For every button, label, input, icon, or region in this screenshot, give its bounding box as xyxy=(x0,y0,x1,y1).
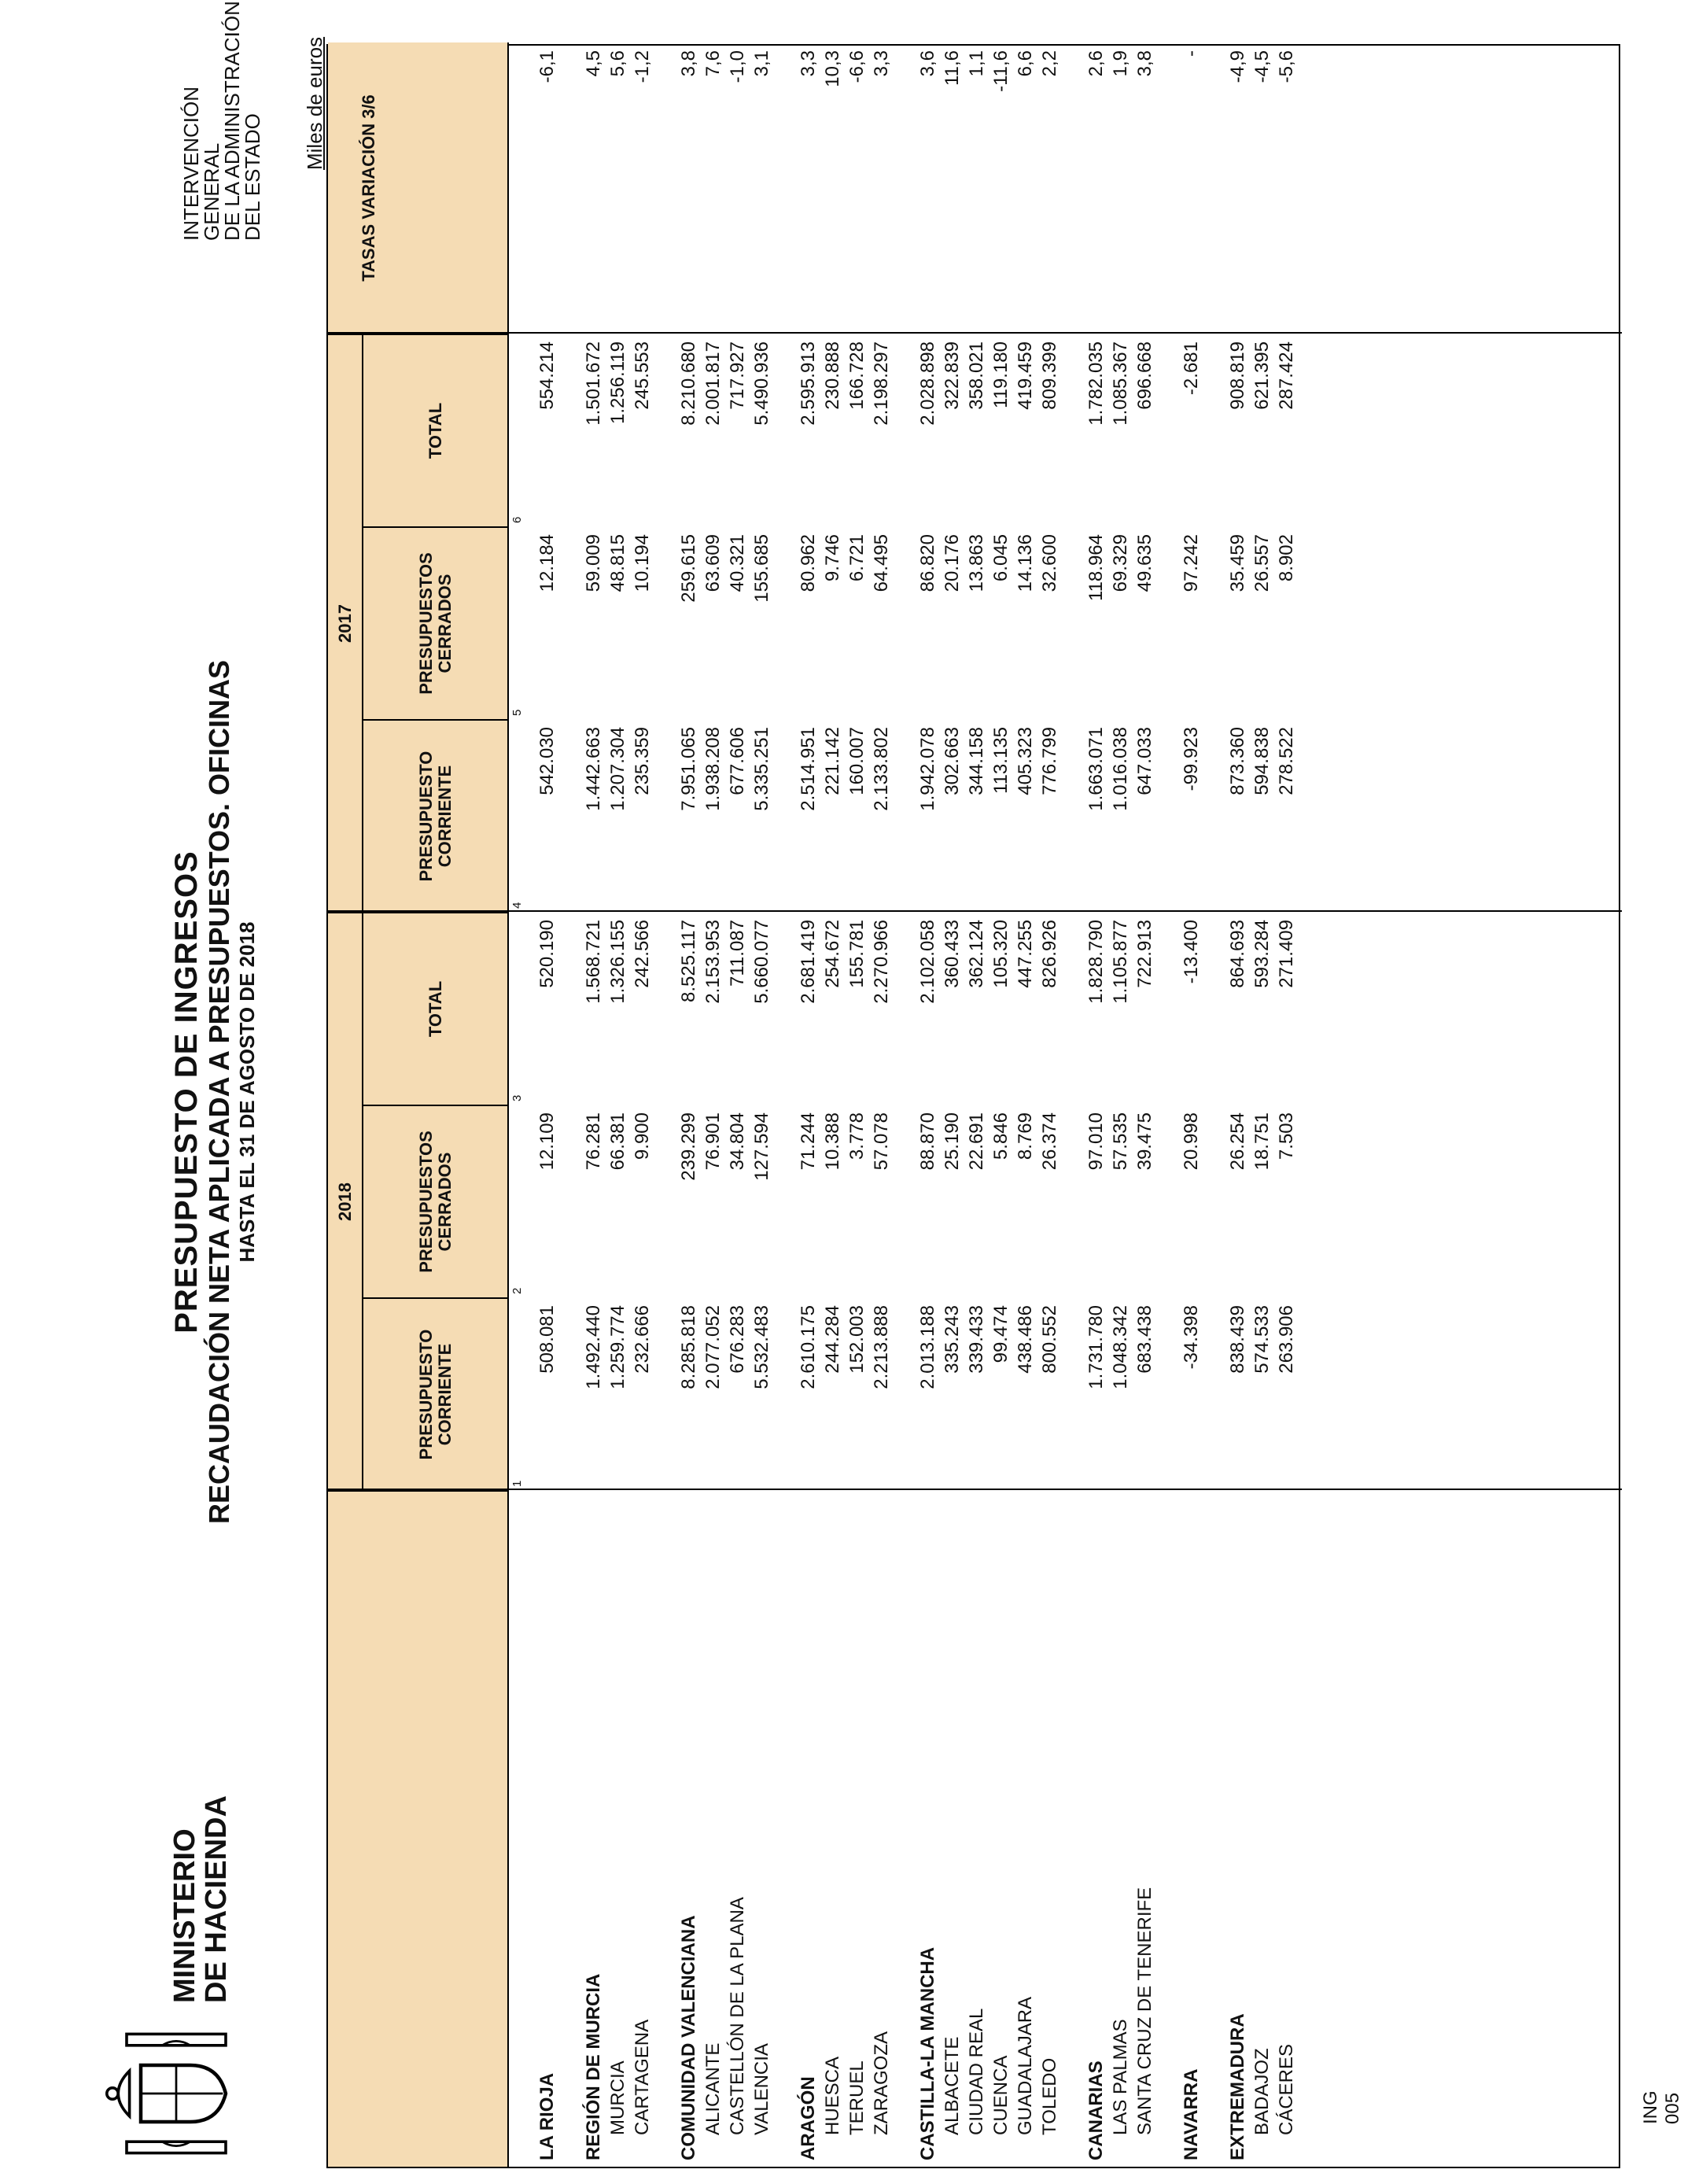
cell-value: 696.668 xyxy=(1134,341,1155,410)
cell-value: 677.606 xyxy=(727,727,748,795)
office-label: MURCIA xyxy=(607,2060,628,2135)
region-label: EXTREMADURA xyxy=(1227,2013,1248,2160)
cell-value: 711.087 xyxy=(727,920,748,987)
cell-value: 1.442.663 xyxy=(583,727,604,811)
cell-value: 1.492.440 xyxy=(583,1305,604,1389)
office-label: TOLEDO xyxy=(1039,2057,1060,2135)
cell-value: 66.381 xyxy=(607,1112,628,1171)
cell-value: 271.409 xyxy=(1276,920,1297,988)
cell-value: 360.433 xyxy=(941,920,963,988)
cell-value: 722.913 xyxy=(1134,920,1155,988)
cell-value: 3,8 xyxy=(1134,50,1155,77)
cell-value: 683.438 xyxy=(1134,1305,1155,1374)
cell-value: 160.007 xyxy=(846,727,868,795)
cell-value: 3,1 xyxy=(751,50,772,77)
cell-value: -2.681 xyxy=(1181,341,1202,396)
office-label: GUADALAJARA xyxy=(1015,1996,1036,2135)
cell-value: 278.522 xyxy=(1276,727,1297,795)
cell-value: 113.135 xyxy=(990,727,1012,794)
cell-value: 3,6 xyxy=(917,50,938,77)
cell-value: 1.016.038 xyxy=(1110,727,1131,811)
col-2018-cerrados: PRESUPUESTOS CERRADOS xyxy=(363,1105,509,1297)
report-title: PRESUPUESTO DE INGRESOS xyxy=(169,850,204,1334)
cell-value: 57.078 xyxy=(871,1112,892,1171)
cell-value: 508.081 xyxy=(536,1305,558,1374)
cell-value: 1.048.342 xyxy=(1110,1305,1131,1389)
office-label: CARTAGENA xyxy=(632,2019,653,2135)
cell-value: 86.820 xyxy=(917,534,938,592)
cell-value: -6,1 xyxy=(536,50,558,83)
cell-value: 1.942.078 xyxy=(917,727,938,811)
cell-value: 5.335.251 xyxy=(751,727,772,811)
office-label: LAS PALMAS xyxy=(1110,2019,1131,2135)
cell-value: 64.495 xyxy=(871,534,892,592)
cell-value: - xyxy=(1181,50,1202,57)
cell-value: 8.902 xyxy=(1276,534,1297,582)
cell-value: 419.459 xyxy=(1015,341,1036,410)
cell-value: 14.136 xyxy=(1015,534,1036,592)
cell-value: 26.557 xyxy=(1251,534,1273,592)
cell-value: 18.751 xyxy=(1251,1112,1273,1171)
cell-value: 2.681.419 xyxy=(798,920,819,1004)
cell-value: 239.299 xyxy=(678,1112,699,1181)
col-number-3: 3 xyxy=(510,1094,524,1101)
cell-value: 34.804 xyxy=(727,1112,748,1171)
cell-value: 2,2 xyxy=(1039,50,1060,77)
cell-value: 1.938.208 xyxy=(702,727,724,811)
cell-value: 447.255 xyxy=(1015,920,1036,988)
office-label: CASTELLÓN DE LA PLANA xyxy=(727,1897,748,2135)
cell-value: 8.285.818 xyxy=(678,1305,699,1389)
cell-value: 8.769 xyxy=(1015,1112,1036,1160)
cell-value: 2.213.888 xyxy=(871,1305,892,1389)
cell-value: 358.021 xyxy=(966,341,987,410)
region-label: NAVARRA xyxy=(1181,2068,1202,2160)
cell-value: 7.951.065 xyxy=(678,727,699,811)
cell-value: 838.439 xyxy=(1227,1305,1248,1374)
cell-value: 826.926 xyxy=(1039,920,1060,988)
cell-value: 676.283 xyxy=(727,1305,748,1374)
cell-value: -13.400 xyxy=(1181,920,1202,984)
cell-value: 9.900 xyxy=(632,1112,653,1160)
cell-value: 339.433 xyxy=(966,1305,987,1374)
cell-value: 7,6 xyxy=(702,50,724,77)
cell-value: 88.870 xyxy=(917,1112,938,1171)
cell-value: 127.594 xyxy=(751,1112,772,1181)
cell-value: 1.731.780 xyxy=(1085,1305,1107,1389)
cell-value: 5.846 xyxy=(990,1112,1012,1160)
cell-value: 1,1 xyxy=(966,50,987,77)
cell-value: 32.600 xyxy=(1039,534,1060,592)
cell-value: -5,6 xyxy=(1276,50,1297,83)
cell-value: 2.610.175 xyxy=(798,1305,819,1389)
cell-value: 621.395 xyxy=(1251,341,1273,410)
col-rate-header: TASAS VARIACIÓN 3/6 xyxy=(328,42,509,334)
cell-value: 244.284 xyxy=(822,1305,843,1374)
unit-label: Miles de euros xyxy=(303,36,326,170)
region-label: REGIÓN DE MURCIA xyxy=(583,1973,604,2160)
cell-value: 1.828.790 xyxy=(1085,920,1107,1004)
cell-value: 9.746 xyxy=(822,534,843,582)
cell-value: 287.424 xyxy=(1276,341,1297,410)
cell-value: 4,5 xyxy=(583,50,604,77)
cell-value: -99.923 xyxy=(1181,727,1202,791)
cell-value: 8.210.680 xyxy=(678,341,699,426)
cell-value: 59.009 xyxy=(583,534,604,592)
office-label: BADAJOZ xyxy=(1251,2048,1273,2135)
document-code: ING 005 xyxy=(1640,2090,1683,2124)
cell-value: 1.501.672 xyxy=(583,341,604,426)
cell-value: 6.045 xyxy=(990,534,1012,582)
cell-value: 57.535 xyxy=(1110,1112,1131,1171)
cell-value: 2.198.297 xyxy=(871,341,892,426)
cell-value: 155.781 xyxy=(846,920,868,988)
cell-value: -4,9 xyxy=(1227,50,1248,83)
cell-value: -34.398 xyxy=(1181,1305,1202,1370)
cell-value: 20.176 xyxy=(941,534,963,592)
report-date: HASTA EL 31 DE AGOSTO DE 2018 xyxy=(235,921,259,1263)
cell-value: 362.124 xyxy=(966,920,987,988)
cell-value: 5.490.936 xyxy=(751,341,772,426)
cell-value: 405.323 xyxy=(1015,727,1036,795)
cell-value: 2.595.913 xyxy=(798,341,819,426)
cell-value: 254.672 xyxy=(822,920,843,988)
cell-value: 809.399 xyxy=(1039,341,1060,410)
cell-value: 259.615 xyxy=(678,534,699,603)
office-label: CÁCERES xyxy=(1276,2043,1297,2135)
cell-value: 554.214 xyxy=(536,341,558,410)
office-label: TERUEL xyxy=(846,2060,868,2135)
cell-value: 1.207.304 xyxy=(607,727,628,811)
year-2018-header: 2018 xyxy=(328,912,363,1490)
cell-value: 35.459 xyxy=(1227,534,1248,592)
data-table xyxy=(326,44,1620,2168)
cell-value: 908.819 xyxy=(1227,341,1248,410)
ministry-line-1: MINISTERIO xyxy=(168,1828,201,2003)
cell-value: 1.782.035 xyxy=(1085,341,1107,426)
cell-value: 242.566 xyxy=(632,920,653,988)
cell-value: 2.102.058 xyxy=(917,920,938,1004)
cell-value: 26.374 xyxy=(1039,1112,1060,1171)
cell-value: 48.815 xyxy=(607,534,628,592)
office-label: ALICANTE xyxy=(702,2042,724,2135)
cell-value: 1.568.721 xyxy=(583,920,604,1004)
cell-value: 69.329 xyxy=(1110,534,1131,592)
cell-value: 2.270.966 xyxy=(871,920,892,1004)
col-2017-total: TOTAL xyxy=(363,334,509,526)
cell-value: 1.663.071 xyxy=(1085,727,1107,811)
cell-value: 63.609 xyxy=(702,534,724,592)
cell-value: 2,6 xyxy=(1085,50,1107,77)
cell-value: 97.242 xyxy=(1181,534,1202,592)
cell-value: 1,9 xyxy=(1110,50,1131,77)
col-number-2: 2 xyxy=(510,1287,524,1294)
cell-value: 99.474 xyxy=(990,1305,1012,1363)
cell-value: 105.320 xyxy=(990,920,1012,988)
cell-value: 1.256.119 xyxy=(607,341,628,424)
cell-value: 873.360 xyxy=(1227,727,1248,795)
cell-value: 2.013.188 xyxy=(917,1305,938,1389)
col-2018-total: TOTAL xyxy=(363,912,509,1105)
cell-value: 1.259.774 xyxy=(607,1305,628,1389)
cell-value: 221.142 xyxy=(822,727,843,795)
cell-value: 3,3 xyxy=(798,50,819,77)
cell-value: 13.863 xyxy=(966,534,987,592)
cell-value: 647.033 xyxy=(1134,727,1155,795)
issuer-line-2: DE LA ADMINISTRACIÓN DEL ESTADO xyxy=(220,1,264,241)
col-2017-corriente: PRESUPUESTO CORRIENTE xyxy=(363,719,509,912)
cell-value: 1.085.367 xyxy=(1110,341,1131,426)
col-number-5: 5 xyxy=(510,709,524,716)
cell-value: 302.663 xyxy=(941,727,963,795)
cell-value: 39.475 xyxy=(1134,1112,1155,1171)
cell-value: 76.281 xyxy=(583,1112,604,1171)
report-subtitle: RECAUDACIÓN NETA APLICADA A PRESUPUESTOS. OFICINAS xyxy=(203,659,235,1525)
cell-value: 542.030 xyxy=(536,727,558,795)
cell-value: 71.244 xyxy=(798,1112,819,1171)
cell-value: 230.888 xyxy=(822,341,843,410)
col-number-1: 1 xyxy=(510,1480,524,1487)
cell-value: 322.839 xyxy=(941,341,963,410)
cell-value: 2.001.817 xyxy=(702,341,724,426)
cell-value: 800.552 xyxy=(1039,1305,1060,1374)
cell-value: 864.693 xyxy=(1227,920,1248,988)
cell-value: 76.901 xyxy=(702,1112,724,1171)
cell-value: -1,0 xyxy=(727,50,748,83)
issuer xyxy=(181,0,263,241)
report-titles xyxy=(169,0,259,2184)
region-label: COMUNIDAD VALENCIANA xyxy=(678,1915,699,2160)
cell-value: 11,6 xyxy=(941,50,963,86)
cell-value: 152.003 xyxy=(846,1305,868,1374)
office-label: ALBACETE xyxy=(941,2036,963,2135)
cell-value: 40.321 xyxy=(727,534,748,592)
col-number-6: 6 xyxy=(510,516,524,523)
office-label: HUESCA xyxy=(822,2056,843,2135)
cell-value: 118.964 xyxy=(1085,534,1107,601)
office-label: CIUDAD REAL xyxy=(966,2008,987,2135)
cell-value: 166.728 xyxy=(846,341,868,410)
cell-value: 8.525.117 xyxy=(678,920,699,1002)
cell-value: 1.326.155 xyxy=(607,920,628,1004)
cell-value: 12.184 xyxy=(536,534,558,592)
header-label-blank xyxy=(328,1490,509,2167)
region-label: ARAGÓN xyxy=(798,2076,819,2160)
cell-value: 155.685 xyxy=(751,534,772,603)
cell-value: 49.635 xyxy=(1134,534,1155,592)
office-label: ZARAGOZA xyxy=(871,2031,892,2135)
region-label: LA RIOJA xyxy=(536,2072,558,2160)
cell-value: 593.284 xyxy=(1251,920,1273,988)
cell-value: 2.153.953 xyxy=(702,920,724,1004)
office-label: CUENCA xyxy=(990,2055,1012,2135)
cell-value: 119.180 xyxy=(990,341,1012,408)
cell-value: 2.028.898 xyxy=(917,341,938,426)
cell-value: 335.243 xyxy=(941,1305,963,1374)
cell-value: 344.158 xyxy=(966,727,987,795)
cell-value: -6,6 xyxy=(846,50,868,83)
col-2017-cerrados: PRESUPUESTOS CERRADOS xyxy=(363,526,509,719)
cell-value: 10,3 xyxy=(822,50,843,87)
cell-value: 6.721 xyxy=(846,534,868,582)
ministry-line-2: DE HACIENDA xyxy=(200,1795,233,2003)
col-2018-corriente: PRESUPUESTO CORRIENTE xyxy=(363,1297,509,1490)
cell-value: 3,3 xyxy=(871,50,892,77)
cell-value: 717.927 xyxy=(727,341,748,410)
cell-value: 97.010 xyxy=(1085,1112,1107,1171)
cell-value: 10.194 xyxy=(632,534,653,592)
cell-value: 776.799 xyxy=(1039,727,1060,795)
cell-value: 26.254 xyxy=(1227,1112,1248,1171)
cell-value: 235.359 xyxy=(632,727,653,795)
cell-value: 80.962 xyxy=(798,534,819,592)
cell-value: 3,8 xyxy=(678,50,699,77)
cell-value: 2.077.052 xyxy=(702,1305,724,1389)
cell-value: 6,6 xyxy=(1015,50,1036,77)
cell-value: 1.105.877 xyxy=(1110,920,1131,1004)
cell-value: 2.133.802 xyxy=(871,727,892,811)
cell-value: -11,6 xyxy=(990,50,1012,92)
cell-value: 5.532.483 xyxy=(751,1305,772,1389)
cell-value: 7.503 xyxy=(1276,1112,1297,1160)
cell-value: 3.778 xyxy=(846,1112,868,1160)
office-label: SANTA CRUZ DE TENERIFE xyxy=(1134,1887,1155,2135)
cell-value: 12.109 xyxy=(536,1112,558,1171)
region-label: CASTILLA-LA MANCHA xyxy=(917,1946,938,2160)
issuer-line-1: INTERVENCIÓN GENERAL xyxy=(179,87,223,241)
cell-value: 5,6 xyxy=(607,50,628,77)
year-2017-header: 2017 xyxy=(328,334,363,912)
cell-value: 594.838 xyxy=(1251,727,1273,795)
cell-value: 5.660.077 xyxy=(751,920,772,1004)
cell-value: 10.388 xyxy=(822,1112,843,1171)
cell-value: 263.906 xyxy=(1276,1305,1297,1374)
cell-value: 2.514.951 xyxy=(798,727,819,811)
cell-value: 232.666 xyxy=(632,1305,653,1374)
office-label: VALENCIA xyxy=(751,2043,772,2135)
cell-value: -1,2 xyxy=(632,50,653,83)
region-label: CANARIAS xyxy=(1085,2060,1107,2160)
cell-value: 20.998 xyxy=(1181,1112,1202,1171)
cell-value: 25.190 xyxy=(941,1112,963,1171)
cell-value: -4,5 xyxy=(1251,50,1273,83)
cell-value: 245.553 xyxy=(632,341,653,410)
cell-value: 520.190 xyxy=(536,920,558,988)
cell-value: 22.691 xyxy=(966,1112,987,1171)
cell-value: 438.486 xyxy=(1015,1305,1036,1374)
cell-value: 574.533 xyxy=(1251,1305,1273,1374)
col-number-4: 4 xyxy=(510,902,524,909)
